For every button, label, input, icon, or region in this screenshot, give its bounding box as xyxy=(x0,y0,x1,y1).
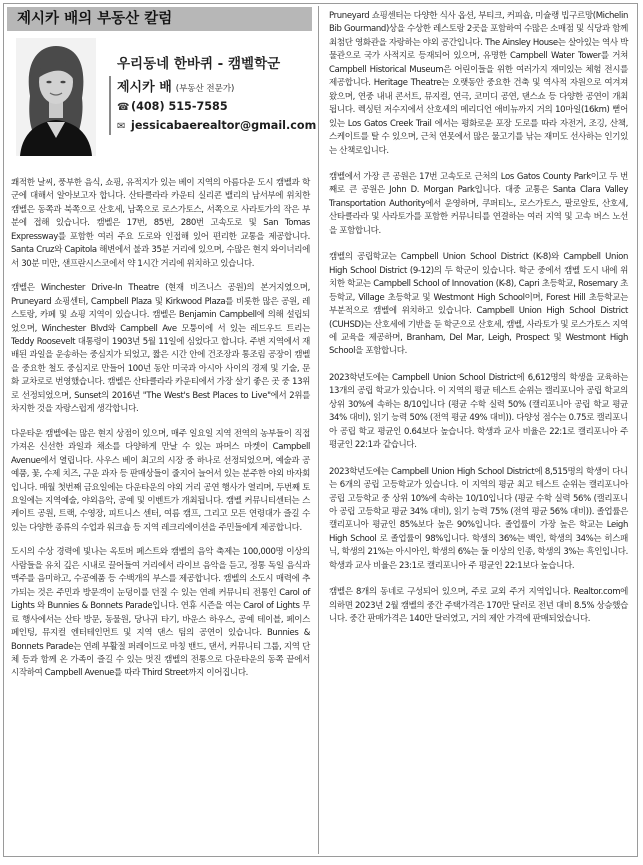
column-title: 제시카 배의 부동산 칼럼 xyxy=(7,7,312,31)
column-page xyxy=(3,3,638,857)
right-column xyxy=(322,4,635,856)
paragraph: 캠벨은 Winchester Drive-In Theatre (현재 비즈니스 공원)의 본거지였으며, Pruneyard 쇼핑센터, Campbell Plaza 및 Kirkwood Plaza를 비롯한 많은 공원, 레스토랑, 카페 및 쇼핑 지역이 있습니다. 캠벨은 Benjamin Campbell에 의해 설립되었으며, Winchester Blvd와 Campbell Ave 모퉁이에 서 있는 레드우드 트리는 Teddy Roosevelt 대통령이 1903년 5월 11일에 심었다고 합니다. 주변 지역에서 재배된 과일을 운송하는 중심지가 되었고, 짧은 시간 안에 건조장과 통조림 공장이 캠벨을 중요한 철도 중심지로 만들어 100년 동안 미국과 아시아 사이의 경제 및 기술, 문화 교차로로 번영했습니다. 캠벨은 산타클라라 카운티에서 가장 살기 좋은 곳 중 13위로 선정되었으며, Sunset의 2016년 "The West's Best Places to Live"에서 2위를 차지한 것을 자랑스럽게 생각합니다. xyxy=(11,283,310,415)
phone-icon: ☎ xyxy=(117,102,130,113)
author-info xyxy=(109,76,317,135)
left-body xyxy=(4,177,317,681)
paragraph: 2023학년도에는 Campbell Union School District에 6,612명의 학생을 교육하는 13개의 공립 학교가 있습니다. 이 지역의 평균 테스트 순위는 캘리포니아 공립 학교의 상위 30%에 속하는 8/10입니다 (평균 수학 실력 50% (캘리포니아 공립 학교 평균 34% 대비), 읽기 능력 50% (전역 평균 49% 대비)). 다양성 점수는 0.75로 캘리포니아 공립 학교 평균인 0.64보다 높습니다. 학생과 교사 비율은 22:1로 캘리포니아 주 평균인 22:1과 같습니다. xyxy=(329,372,628,451)
paragraph: 2023학년도에는 Campbell Union High School District에 8,515명의 학생이 다니는 6개의 공립 고등학교가 있습니다. 이 지역의 평균 최고 테스트 순위는 캘리포니아 공립 고등학교 중 상위 10%에 속하는 10/10입니다 (평균 수학 실력 56% (캘리포니아 공립 고등학교 평균 34% 대비), 읽기 능력 75% (전역 평균 56% 대비)). 졸업률은 캘리포니아 평균인 85%보다 높은 90%입니다. 졸업률이 가장 높은 학교는 Leigh High School 로 졸업률이 98%입니다. 학생의 36%는 백인, 학생의 34%는 히스패닉, 학생의 21%는 아시아인, 학생의 6%는 둘 이상의 인종, 학생의 3%는 흑인입니다. 학생과 교사 비율은 23:1로 캘리포니아 주 평균인 22:1보다 높습니다. xyxy=(329,466,628,571)
paragraph: 도시의 수상 경력에 빛나는 옥토버 페스트와 캠벨의 음악 축제는 100,000명 이상의 사람들을 유치 깊은 시내로 끌어들여 거리에서 라이브 음악을 듣고, 정통 독일 음식과 맥주를 음미하고, 수공예품 등 수백개의 부스를 제공합니다. 캠벨의 소도시 매력에 추가되는 것은 주민과 방문객이 눈덩이를 던질 수 있는 연례 커뮤니티 전통인 Carol of Lights 와 Bunnies & Bonnets Parade입니다. 연휴 시즌을 여는 Carol of Lights 무료 행사에서는 산타 방문, 동물원, 당나귀 타기, 바운스 하우스, 공예 테이블, 페이스 페인팅, 뮤지컬 엔터테인먼트 및 지역 댄스 팀의 공연이 있습니다. Bunnies & Bonnets Parade는 연례 부활절 퍼레이드로 마칭 밴드, 댄서, 커뮤니티 그룹, 지역 단체 등과 함께 온 가족이 즐길 수 있는 멋진 캠벨의 전통으로 다운타운의 동쪽 끝에서 시작하여 Campbell Avenue를 따라 Third Street까지 이어집니다. xyxy=(11,547,310,679)
author-photo xyxy=(16,38,96,156)
paragraph: 캠벨은 8개의 동네로 구성되어 있으며, 주로 교외 주거 지역입니다. Realtor.com에 의하면 2023년 2월 캠벨의 중간 주택가격은 170만 달러로 전년 대비 8.5% 상승했습니다. 중간 판매가격은 140만 달러였고, 거의 제안 가격에 판매되었습니다. xyxy=(329,587,628,625)
author-email[interactable]: jessicabaerealtor@gmail.com xyxy=(131,119,317,132)
column-divider xyxy=(318,6,319,854)
paragraph: 쾌적한 날씨, 풍부한 음식, 쇼핑, 유적지가 있는 베이 지역의 아름다운 도시 캠벨과 학군에 대해서 알아보고자 합니다. 산타클라라 카운티 실리콘 밸리의 남서부에 위치한 캠벨은 동쪽과 북쪽으로 산호세, 남쪽으로 로스가토스, 서쪽으로 사라토가의 작은 부분에 접해 있습니다. 캠벨은 17번, 85번, 280번 고속도로 및 San Tomas Expressway를 포함한 여러 주요 도로와 인접해 있어 편리한 교통을 제공합니다. Santa Cruz와 Capitola 해변에서 불과 35분 거리에 있으며, 수많은 현지 와이너리에서 30분 미만, 샌프란시스코에서 약 1시간 거리에 위치하고 있습니다. xyxy=(11,178,310,269)
column-header xyxy=(4,4,317,177)
author-name: 제시카 배 xyxy=(117,80,172,95)
author-phone: (408) 515-7585 xyxy=(131,100,228,113)
phone-row xyxy=(117,97,317,116)
paragraph: 캠벨에서 가장 큰 공원은 17번 고속도로 근처의 Los Gatos County Park이고 두 번째로 큰 공원은 John D. Morgan Park입니다. 대중 교통은 Santa Clara Valley Transportation Authority에서 운영하며, 쿠퍼티노, 로스가토스, 팔로알토, 산호세, 산타클라라 및 사라토가를 포함한 커뮤니티를 연결하는 여러 지역 및 고속 버스 노선을 포함합니다. xyxy=(329,171,628,236)
right-body xyxy=(322,4,635,627)
paragraph: 다운타운 캠벨에는 많은 현지 상점이 있으며, 매주 일요일 지역 전역의 농부들이 직접 가져온 신선한 과일과 채소를 다양하게 만날 수 있는 파머스 마켓이 Campbell Avenue에서 열립니다. 사우스 베이 최고의 시장 중 하나로 선정되었으며, 예술과 공예품, 꽃, 수제 치즈, 구운 과자 등 판매상들이 줄지어 늘어서 있는 분주한 야외 바자회입니다. 매월 첫번째 금요일에는 다운타운의 야외 거리 공연 행사가 열리며, 두번째 토요일에는 지역예술, 야외음악, 공예 및 이벤트가 개최됩니다. 캠벨 커뮤니티센터는 스케이트 공원, 트랙, 수영장, 피트니스 센터, 여름 캠프, 그리고 모든 연령대가 즐길 수 있는 다양한 종류의 수업과 워크숍 등 지역 레크리에이션을 주민들에게 제공합니다. xyxy=(11,428,310,533)
left-column xyxy=(4,4,317,856)
paragraph: 캠벨의 공립학교는 Campbell Union School District (K-8)와 Campbell Union High School District (9-12)의 두 학군이 있습니다. 학군 중에서 캠벨 도시 내에 위치한 학교는 Campbell School of Innovation (K-8), Capri 초등학교, Rosemary 초등학교, Village 초등학교 및 Westmont High School이며, Forest Hill 초등학교는 부분적으로 캠벨에 위치하고 있습니다. Campbell Union High School District (CUHSD)는 산호세에 기반을 둔 학군으로 산호세, 캠벨, 사라토가 및 로스가토스 지역에 교육을 제공하며, Branham, Del Mar, Leigh, Prospect 및 Westmont High School을 포함합니다. xyxy=(329,252,628,357)
paragraph: Pruneyard 쇼핑센터는 다양한 식사 옵션, 부티크, 커피숍, 미슐랭 빕구르망(Michelin Bib Gourmand)상을 수상한 레스토랑 2곳을 포함하여 수많은 소매점 및 식당과 함께 최첨단 영화관을 자랑하는 야외 공간입니다. The Ainsley House는 살아있는 역사 박물관으로 국가 사적지로 등재되어 있으며, 유명한 Campbell Water Tower를 거쳐 Campbell Historical Museum은 어린이들을 위한 여러가지 재미있는 체험 전시를 제공합니다. Heritage Theatre는 오랫동안 중요한 건축 및 역사적 자원으로 여겨져 왔으며, 연중 내내 콘서트, 뮤지컬, 연극, 코미디 공연, 댄스쇼 등 다양한 공연이 개최됩니다. 렉싱턴 저수지에서 산호세의 메리디언 애비뉴까지 거의 10마일(16km) 뻗어있는 Los Gatos Creek Trail 에서는 평화로운 포장 도로를 따라 자전거, 조깅, 산책, 스케이트를 탈 수 있으며, 근처 연못에서 많은 물고기를 낚는 재미도 선사하는 인기있는 산책로입니다. xyxy=(329,11,628,156)
column-subtitle: 우리동네 한바퀴 - 캠벨학군 xyxy=(117,56,281,72)
author-role: (부동산 전문가) xyxy=(175,84,235,94)
email-row xyxy=(117,116,317,135)
envelope-icon: ✉ xyxy=(117,121,126,132)
